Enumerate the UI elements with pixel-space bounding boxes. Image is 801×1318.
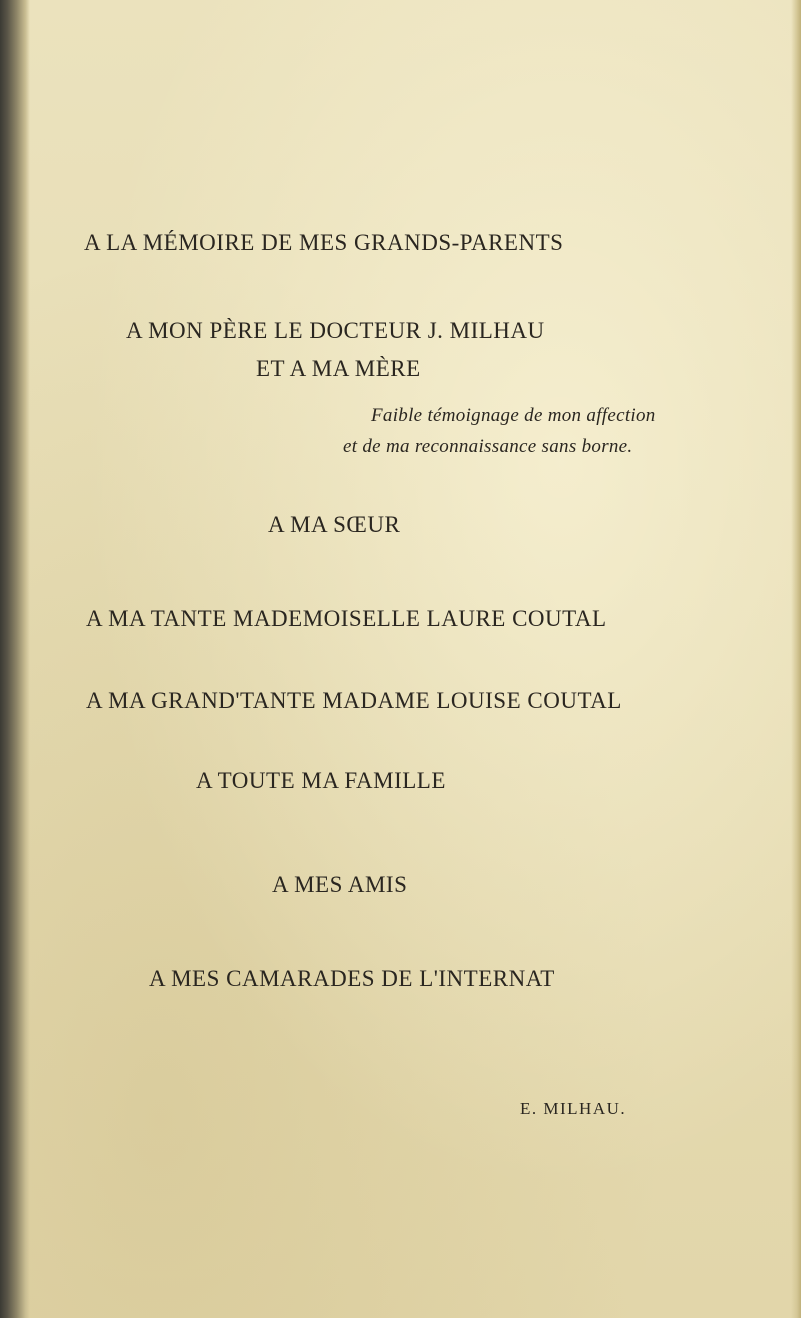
dedication-aunt: A MA TANTE MADEMOISELLE LAURE COUTAL — [86, 606, 607, 631]
dedication-friends: A MES AMIS — [272, 872, 408, 897]
dedication-father: A MON PÈRE LE DOCTEUR J. MILHAU — [126, 318, 545, 343]
dedication-great-aunt: A MA GRAND'TANTE MADAME LOUISE COUTAL — [86, 688, 622, 713]
tribute-line-1: Faible témoignage de mon affection — [371, 405, 656, 426]
tribute-line-2: et de ma reconnaissance sans borne. — [343, 436, 633, 457]
dedication-family: A TOUTE MA FAMILLE — [196, 768, 446, 793]
binding-edge — [0, 0, 30, 1318]
dedication-sister: A MA SŒUR — [268, 512, 401, 537]
page-edge — [791, 0, 801, 1318]
signature: E. MILHAU. — [520, 1099, 627, 1118]
dedication-grandparents: A LA MÉMOIRE DE MES GRANDS-PARENTS — [84, 230, 564, 255]
dedication-comrades: A MES CAMARADES DE L'INTERNAT — [149, 966, 555, 991]
dedication-mother: ET A MA MÈRE — [256, 356, 421, 381]
